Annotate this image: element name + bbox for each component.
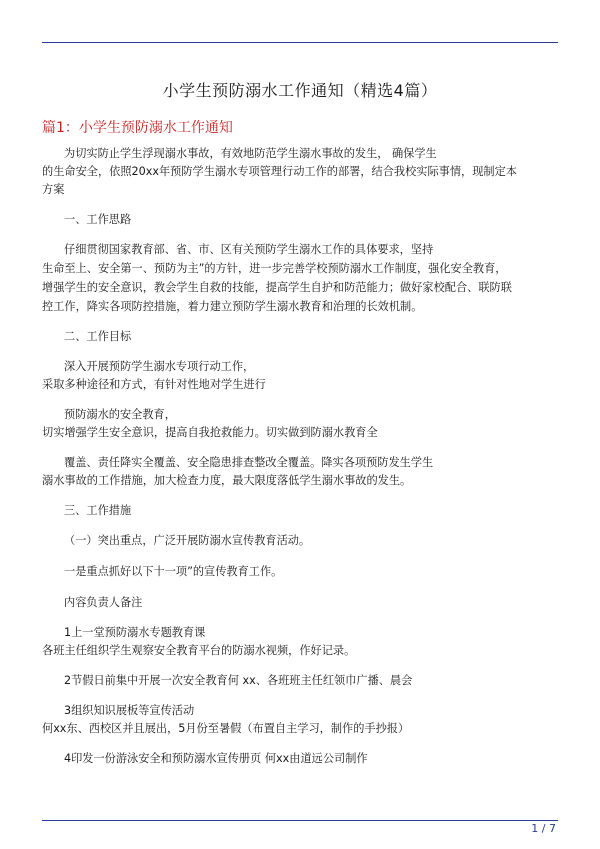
body-line: 增强学生的安全意识，教会学生自救的技能，提高学生自护和防范能力；做好家校配合、联防联 — [42, 281, 512, 294]
body-line: 为切实防止学生浮现溺水事故，有效地防范学生溺水事故的发生， 确保学生 — [64, 147, 437, 160]
body-line: 4印发一份游泳安全和预防溺水宣传册页 何xx由道远公司制作 — [64, 752, 368, 765]
body-line: 预防溺水的安全教育， — [64, 408, 176, 421]
body-line: 的生命安全，依照20xx年预防学生溺水专项管理行动工作的部署，结合我校实际事情，现制定本 — [42, 165, 517, 178]
document-title: 小学生预防溺水工作通知（精选4篇） — [162, 81, 438, 100]
body-line: 何xx东、西校区并且展出，5月份至暑假（布置自主学习，制作的手抄报） — [42, 722, 410, 735]
body-line: 2节假日前集中开展一次安全教育何 xx、各班班主任红领巾广播、晨会 — [64, 674, 413, 687]
body-line: 切实增强学生安全意识，提高自我抢救能力。切实做到防溺水教育全 — [42, 426, 378, 439]
body-line: 覆盖、责任降实全覆盖、安全隐患排查整改全覆盖。降实各项预防发生学生 — [64, 456, 434, 469]
body-line: 仔细贯彻国家教育部、省、市、区有关预防学生溺水工作的具体要求，坚持 — [64, 243, 434, 256]
subsection-heading: 三、工作措施 — [64, 504, 132, 517]
body-line: 采取多种途径和方式，有针对性地对学生进行 — [42, 378, 266, 391]
body-line: （一）突出重点，广泛开展防溺水宣传教育活动。 — [64, 534, 311, 547]
subsection-heading: 二、工作目标 — [64, 330, 132, 343]
header-rule — [42, 42, 558, 43]
subsection-heading: 一、工作思路 — [64, 213, 132, 226]
body-line: 生命至上、安全第一、预防为主”的方针，进一步完善学校预防溺水工作制度，强化安全教育， — [42, 262, 507, 275]
body-line: 1上一堂预防溺水专题教育课 — [64, 626, 206, 639]
body-line: 控工作，降实各项防控措施，着力建立预防学生溺水教育和治理的长效机制。 — [42, 300, 423, 313]
body-line: 3组织知识展板等宣传活动 — [64, 704, 195, 717]
body-line: 一是重点抓好以下十一项”的宣传教育工作。 — [64, 565, 283, 578]
body-line: 溺水事故的工作措施，加大检查力度，最大限度落低学生溺水事故的发生。 — [42, 474, 412, 487]
body-line: 各班主任组织学生观察安全教育平台的防溺水视频，作好记录。 — [42, 644, 356, 657]
page-indicator: 1 / 7 — [531, 822, 556, 835]
footer-rule — [42, 820, 558, 821]
body-line: 内容负责人备注 — [64, 596, 143, 609]
body-line: 深入开展预防学生溺水专项行动工作， — [64, 360, 255, 373]
section-heading: 篇1：小学生预防溺水工作通知 — [42, 120, 233, 136]
body-line: 方案 — [42, 183, 65, 196]
